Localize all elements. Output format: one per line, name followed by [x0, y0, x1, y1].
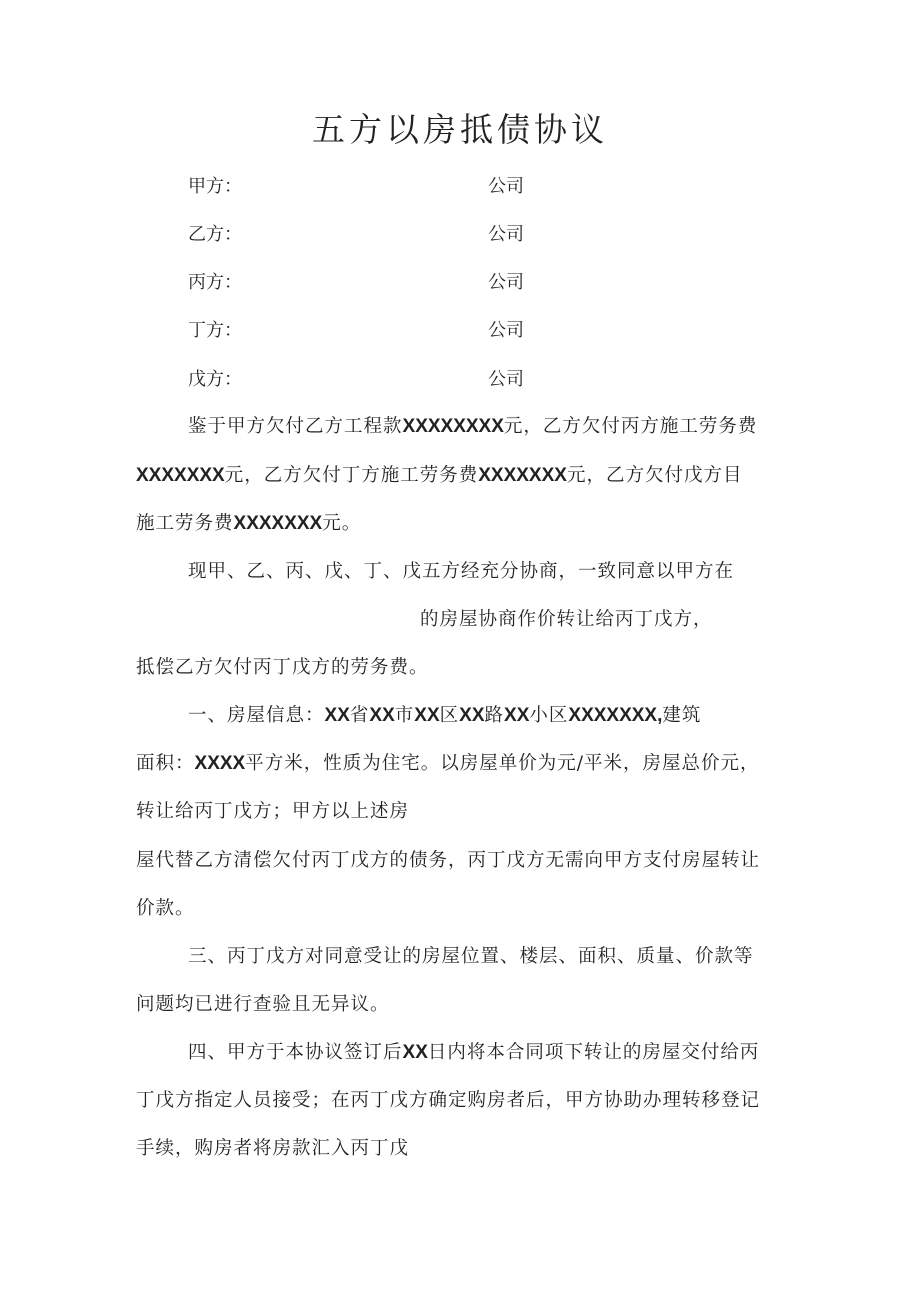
- para3-line4: 屋代替乙方清偿欠付丙丁戊方的债务，丙丁戊方无需向甲方支付房屋转让: [136, 850, 761, 871]
- placeholder: XX: [324, 705, 350, 726]
- placeholder: XXXX: [194, 753, 246, 774]
- text: 鉴于甲方欠付乙方工程款: [188, 416, 403, 437]
- party-bing: [188, 268, 524, 294]
- text: 建筑: [662, 705, 702, 726]
- party-jia: [188, 172, 524, 198]
- amount: XXXXXXXX: [402, 416, 504, 437]
- document-title: 五方以房抵债协议: [312, 110, 608, 149]
- para1-line3: [136, 509, 796, 535]
- placeholder: XX: [414, 705, 440, 726]
- text: 小区: [529, 705, 569, 726]
- text: 路: [484, 705, 505, 726]
- party-suffix: 公司: [488, 272, 524, 293]
- para1-line2: [136, 461, 796, 487]
- para5-line1: [188, 1038, 798, 1064]
- placeholder: XX: [369, 705, 395, 726]
- text: 元，乙方欠付丙方施工劳务费: [503, 416, 758, 437]
- para3-line1: [188, 701, 798, 727]
- party-label: 丁方：: [188, 320, 242, 341]
- text: 一、房屋信息：: [188, 705, 325, 726]
- text: 区: [439, 705, 460, 726]
- party-suffix: 公司: [488, 369, 524, 390]
- text: 元，乙方欠付丁方施工劳务费: [224, 465, 479, 486]
- party-yi: [188, 220, 524, 246]
- amount: XXXXXXX: [136, 465, 225, 486]
- para4-line1: 三、丙丁戊方对同意受让的房屋位置、楼层、面积、质量、价款等: [188, 946, 754, 967]
- placeholder: XX: [504, 705, 530, 726]
- placeholder: XX: [459, 705, 485, 726]
- amount: XXXXXXX: [478, 465, 567, 486]
- party-label: 戊方：: [188, 369, 242, 390]
- para2-line2: 的房屋协商作价转让给丙丁戊方，: [420, 609, 713, 630]
- para5-line3: 手续，购房者将房款汇入丙丁戊: [136, 1138, 410, 1159]
- text: 四、甲方于本协议签订后: [188, 1042, 403, 1063]
- party-wu: [188, 365, 524, 391]
- para3-line5: 价款。: [136, 898, 195, 919]
- text: 元。: [322, 513, 362, 534]
- party-label: 甲方：: [188, 176, 242, 197]
- text: 元，乙方欠付戊方目: [566, 465, 743, 486]
- text: 平方米，性质为住宅。以房屋单价为元/平米，房屋总价元，: [245, 753, 760, 774]
- party-label: 丙方：: [188, 272, 242, 293]
- party-suffix: 公司: [488, 320, 524, 341]
- text: 市: [394, 705, 415, 726]
- text: 施工劳务费: [136, 513, 234, 534]
- para5-line2: 丁戊方指定人员接受；在丙丁戊方确定购房者后，甲方协助办理转移登记: [136, 1090, 761, 1111]
- para3-line3: 转让给丙丁戊方；甲方以上述房: [136, 801, 410, 822]
- text: 面积：: [136, 753, 195, 774]
- party-ding: [188, 316, 524, 342]
- para4-line2: 问题均已进行查验且无异议。: [136, 994, 390, 1015]
- para3-line2: [136, 749, 796, 775]
- placeholder: XX: [402, 1042, 428, 1063]
- text: 省: [349, 705, 370, 726]
- party-suffix: 公司: [488, 224, 524, 245]
- party-suffix: 公司: [488, 176, 524, 197]
- text: 日内将本合同项下转让的房屋交付给丙: [427, 1042, 760, 1063]
- placeholder: XXXXXXX,: [568, 705, 663, 726]
- amount: XXXXXXX: [233, 513, 323, 534]
- para1-line1: [188, 412, 798, 438]
- party-label: 乙方：: [188, 224, 242, 245]
- para2-line1: 现甲、乙、丙、戊、丁、戊五方经充分协商，一致同意以甲方在: [188, 561, 735, 582]
- para2-line3: 抵偿乙方欠付丙丁戊方的劳务费。: [136, 657, 429, 678]
